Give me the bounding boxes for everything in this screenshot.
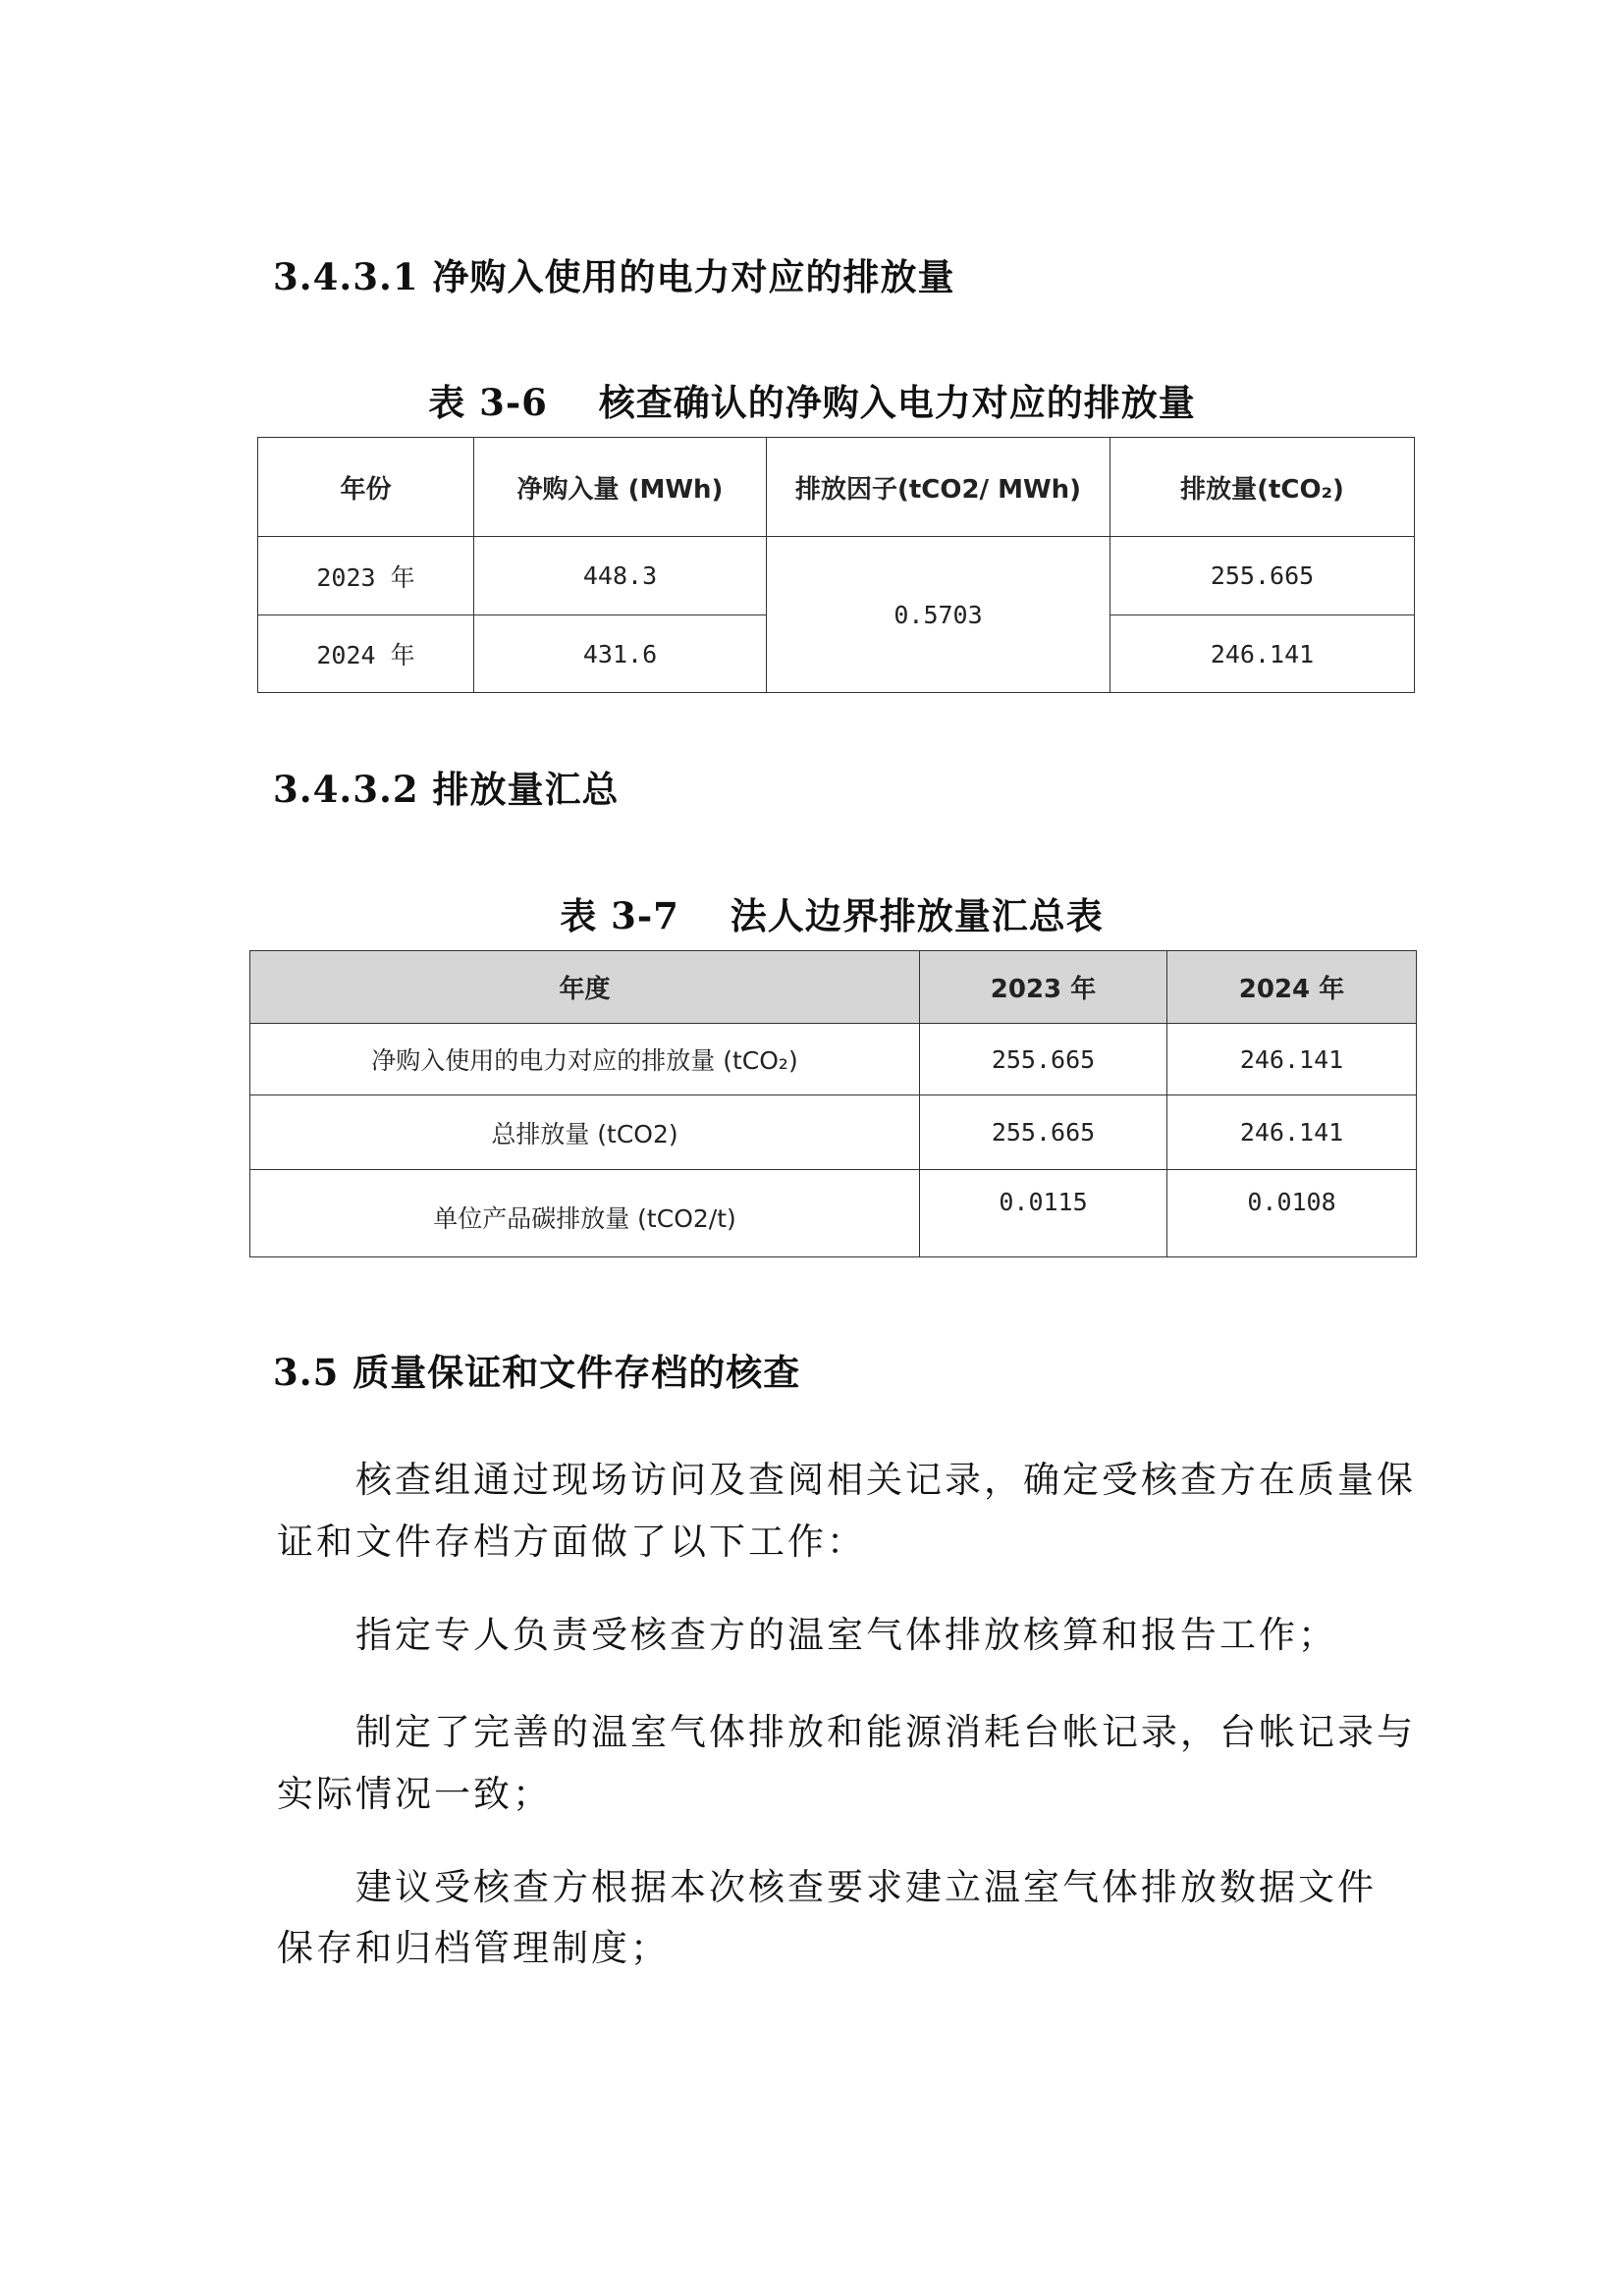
emission-cell: 255.665 <box>1110 537 1415 615</box>
header-emission-factor: 排放因子(tCO2/ MWh) <box>767 438 1110 537</box>
table-row <box>250 1024 1417 1095</box>
header-2024: 2024 年 <box>1167 951 1417 1024</box>
table-row <box>250 1170 1417 1257</box>
emission-factor-cell: 0.5703 <box>767 537 1110 693</box>
year-cell: 2024 年 <box>258 615 474 693</box>
row-label: 总排放量 (tCO2) <box>250 1095 920 1170</box>
value-2024: 0.0108 <box>1167 1170 1417 1257</box>
value-2023: 0.0115 <box>920 1170 1167 1257</box>
header-net-purchase: 净购入量 (MWh) <box>474 438 767 537</box>
paragraph-4-line-1: 建议受核查方根据本次核查要求建立温室气体排放数据文件 <box>355 1866 1377 1908</box>
row-label: 净购入使用的电力对应的排放量 (tCO₂) <box>250 1024 920 1095</box>
paragraph-3-line-2: 实际情况一致； <box>277 1773 552 1815</box>
section-heading-35: 3.5 质量保证和文件存档的核查 <box>273 1351 801 1394</box>
value-2023: 255.665 <box>920 1095 1167 1170</box>
purchase-cell: 431.6 <box>474 615 767 693</box>
purchase-cell: 448.3 <box>474 537 767 615</box>
emission-cell: 246.141 <box>1110 615 1415 693</box>
table-3-7 <box>249 950 1417 1257</box>
header-year: 年份 <box>258 438 474 537</box>
paragraph-4-line-2: 保存和归档管理制度； <box>277 1927 670 1969</box>
section-heading-3431: 3.4.3.1 净购入使用的电力对应的排放量 <box>273 255 955 298</box>
table-row <box>258 537 1415 615</box>
header-2023: 2023 年 <box>920 951 1167 1024</box>
table-3-6 <box>257 437 1415 693</box>
value-2024: 246.141 <box>1167 1095 1417 1170</box>
paragraph-1-line-1: 核查组通过现场访问及查阅相关记录，确定受核查方在质量保 <box>355 1459 1416 1501</box>
section-heading-3432: 3.4.3.2 排放量汇总 <box>273 768 620 811</box>
header-annual: 年度 <box>250 951 920 1024</box>
value-2023: 255.665 <box>920 1024 1167 1095</box>
header-emissions: 排放量(tCO₂) <box>1110 438 1415 537</box>
paragraph-3-line-1: 制定了完善的温室气体排放和能源消耗台帐记录，台帐记录与 <box>355 1711 1416 1753</box>
paragraph-2: 指定专人负责受核查方的温室气体排放核算和报告工作； <box>355 1614 1337 1656</box>
paragraph-1-line-2: 证和文件存档方面做了以下工作： <box>277 1521 866 1563</box>
year-cell: 2023 年 <box>258 537 474 615</box>
table-3-6-caption: 表 3-6 核查确认的净购入电力对应的排放量 <box>428 381 1196 424</box>
value-2024: 246.141 <box>1167 1024 1417 1095</box>
table-row <box>250 1095 1417 1170</box>
table-3-7-caption: 表 3-7 法人边界排放量汇总表 <box>560 894 1104 937</box>
row-label: 单位产品碳排放量 (tCO2/t) <box>250 1170 920 1257</box>
